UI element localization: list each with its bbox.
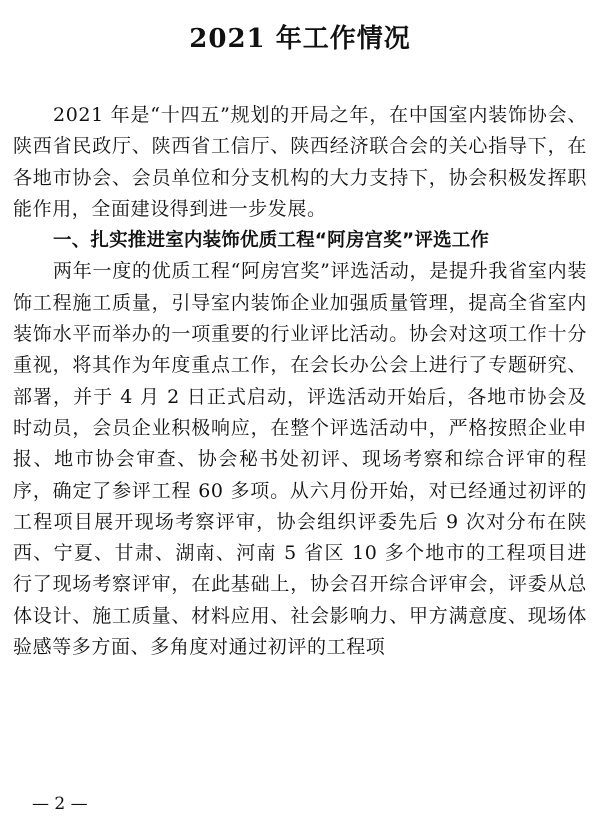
intro-paragraph: 2021 年是“十四五”规划的开局之年，在中国室内装饰协会、陕西省民政厅、陕西省工信厅、陕西经济联合会的关心指导下，在各地市协会、会员单位和分支机构的大力支持下，协会积极发挥职能作用，全面建设得到进一步发展。	[13, 104, 587, 220]
section-heading: 一、扎实推进室内装饰优质工程“阿房宫奖”评选工作	[53, 230, 490, 252]
section-paragraph: 两年一度的优质工程“阿房宫奖”评选活动，是提升我省室内装饰工程施工质量，引导室内装饰企业加强质量管理，提高全省室内装饰水平而举办的一项重要的行业评比活动。协会对这项工作十分重视，将其作为年度重点工作，在会长办公会上进行了专题研究、部署，并于 4 月 2 日正式启动，评选活动开始后，各地市协会及时动员，会员企业积极响应，在整个评选活动中，严格按照企业申报、地市协会审查、协会秘书处初评、现场考察和综合评审的程序，确定了参评工程 60 多项。从六月份开始，对已经通过初评的工程项目展开现场考察评审，协会组织评委先后 9 次对分布在陕西、宁夏、甘肃、湖南、河南 5 省区 10 多个地市的工程项目进行了现场考察评审，在此基础上，协会召开综合评审会，评委从总体设计、施工质量、材料应用、社会影响力、甲方满意度、现场体验感等多方面、多角度对通过初评的工程项	[13, 260, 587, 659]
document-body	[13, 100, 587, 663]
page-number: — 2 —	[32, 794, 88, 814]
document-title: 2021 年工作情况	[189, 24, 411, 54]
